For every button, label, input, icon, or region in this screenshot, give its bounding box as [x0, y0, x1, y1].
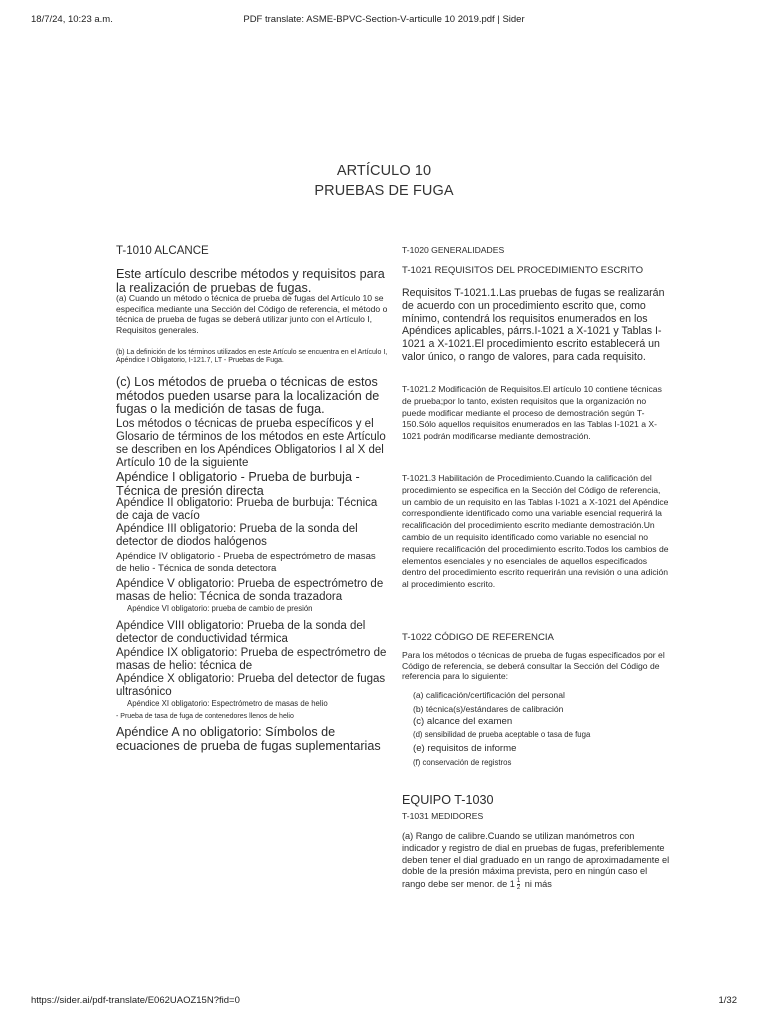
fraction — [517, 878, 520, 891]
appendix-xi-cont: - Prueba de tasa de fuga de contenedores llenos de helio — [116, 713, 294, 720]
heading-t1031: T-1031 MEDIDORES — [402, 811, 484, 821]
para-t1031-tail: ni más — [524, 879, 552, 890]
appendix-vi: Apéndice VI obligatorio: prueba de cambio de presión — [127, 604, 313, 613]
title-line-1: ARTÍCULO 10 — [336, 163, 432, 179]
fraction-denominator: 2 — [516, 885, 521, 892]
para-t1021-2: T-1021.2 Modificación de Requisitos.El artículo 10 contiene técnicas de prueba;por lo tanto, existen requisitos que la organización no puede modificar mediante el proceso de demostración según T-150.Sólo aquellos requisitos enumerados en las Tablas I-1021 a X-1021 podrán modificarse mediante demostración. — [402, 384, 662, 442]
scope-item-b: (b) La definición de los términos utilizados en este Artículo se encuentra en el Artículo I, Apéndice I Obligatorio, I-121.7, LT - Pruebas de Fuga. — [116, 349, 388, 365]
appendix-i: Apéndice I obligatorio - Prueba de burbuja - Técnica de presión directa — [116, 470, 360, 498]
print-page-title: PDF translate: ASME-BPVC-Section-V-articulle 10 2019.pdf | Sider — [243, 14, 525, 25]
scope-item-a: (a) Cuando un método o técnica de prueba de fugas del Artículo 10 se especifica mediante una Sección del Código de referencia, el método o técnica de prueba de fugas se deberá utilizar junto con el Artículo I, Requisitos generales. — [116, 293, 388, 335]
list-item-e: (e) requisitos de informe — [413, 743, 517, 754]
list-item-c: (c) alcance del examen — [413, 716, 513, 727]
heading-t1021: T-1021 REQUISITOS DEL PROCEDIMIENTO ESCRITO — [402, 265, 644, 276]
appendix-viii: Apéndice VIII obligatorio: Prueba de la sonda del detector de conductividad térmica — [116, 620, 366, 645]
fraction-numerator: 1 — [516, 878, 521, 885]
appendix-x: Apéndice X obligatorio: Prueba del detector de fugas ultrasónico — [116, 673, 386, 698]
scope-item-c: (c) Los métodos de prueba o técnicas de estos métodos pueden usarse para la localización de fugas o la medición de tasas de fuga. — [116, 375, 380, 417]
scope-specific-methods: Los métodos o técnicas de prueba específicos y el Glosario de términos de los métodos en este Artículo se describen en los Apéndices Obligatorios I al X del Artículo 10 de la siguiente — [116, 418, 386, 469]
appendix-ix: Apéndice IX obligatorio: Prueba de espectrómetro de masas de helio: técnica de — [116, 647, 387, 672]
list-item-b: (b) técnica(s)/estándares de calibración — [413, 704, 564, 714]
para-t1022: Para los métodos o técnicas de prueba de fugas especificados por el Código de referencia, se deberá consultar la Sección del Código de referencia para lo siguiente: — [402, 650, 665, 681]
para-t1031 — [402, 831, 672, 891]
list-item-a: (a) calificación/certificación del personal — [413, 690, 565, 700]
heading-t1022: T-1022 CÓDIGO DE REFERENCIA — [402, 632, 554, 643]
heading-t1030: EQUIPO T-1030 — [402, 793, 494, 807]
para-t1031-text: (a) Rango de calibre.Cuando se utilizan manómetros con indicador y registro de dial en pruebas de fugas, preferiblemente deben tener el dial graduado en un rango de aproximadamente el doble de la presión máxima prevista, pero en ningún caso el rango debe ser menor. de 1 — [402, 831, 670, 890]
title-line-2: PRUEBAS DE FUGA — [314, 183, 454, 199]
appendix-a: Apéndice A no obligatorio: Símbolos de ecuaciones de prueba de fugas suplementarias — [116, 725, 381, 753]
appendix-v: Apéndice V obligatorio: Prueba de espectrómetro de masas de helio: Técnica de sonda trazadora — [116, 578, 384, 603]
appendix-iii: Apéndice III obligatorio: Prueba de la sonda del detector de diodos halógenos — [116, 523, 358, 548]
heading-t1010: T-1010 ALCANCE — [116, 245, 209, 257]
para-t1021-1: Requisitos T-1021.1.Las pruebas de fugas se realizarán de acuerdo con un procedimiento escrito que, como mínimo, contendrá los requisitos enumerados en los Apéndices aplicables, párrs.I-1021 a X-1021 y Tablas I-1021 a X-1021.El procedimiento escrito establecerá un valor único, o rango de valores, para cada requisito. — [402, 287, 665, 363]
list-item-f: (f) conservación de registros — [413, 758, 512, 767]
list-item-d: (d) sensibilidad de prueba aceptable o tasa de fuga — [413, 730, 591, 739]
document-title — [0, 161, 768, 201]
appendix-iv: Apéndice IV obligatorio - Prueba de espectrómetro de masas de helio - Técnica de sonda detectora — [116, 551, 376, 574]
appendix-ii: Apéndice II obligatorio: Prueba de burbuja: Técnica de caja de vacío — [116, 497, 378, 522]
appendix-xi: Apéndice XI obligatorio: Espectrómetro de masas de helio — [127, 699, 328, 708]
para-t1021-3: T-1021.3 Habilitación de Procedimiento.Cuando la calificación del procedimiento se especifica en la Sección del Código de referencia, un cambio de un requisito en las Tablas I-1021 a X-1021 del Apéndice correspondiente identificado como una variable esencial requerirá la recalificación del procedimiento escrito mediante demostración.Un cambio de un requisito identificado como variable no esencial no requiere recalificación del procedimiento escrito.Todos los cambios de elementos esenciales y no esenciales de aquellos especificados dentro del procedimiento escrito requerirán una revisión o una adición al procedimiento escrito. — [402, 473, 669, 590]
print-url: https://sider.ai/pdf-translate/E062UAOZ15N?fid=0 — [31, 995, 240, 1006]
scope-intro: Este artículo describe métodos y requisitos para la realización de pruebas de fugas. — [116, 267, 385, 295]
print-datetime: 18/7/24, 10:23 a.m. — [31, 14, 113, 25]
heading-t1020: T-1020 GENERALIDADES — [402, 245, 505, 255]
print-page-counter: 1/32 — [718, 995, 737, 1006]
